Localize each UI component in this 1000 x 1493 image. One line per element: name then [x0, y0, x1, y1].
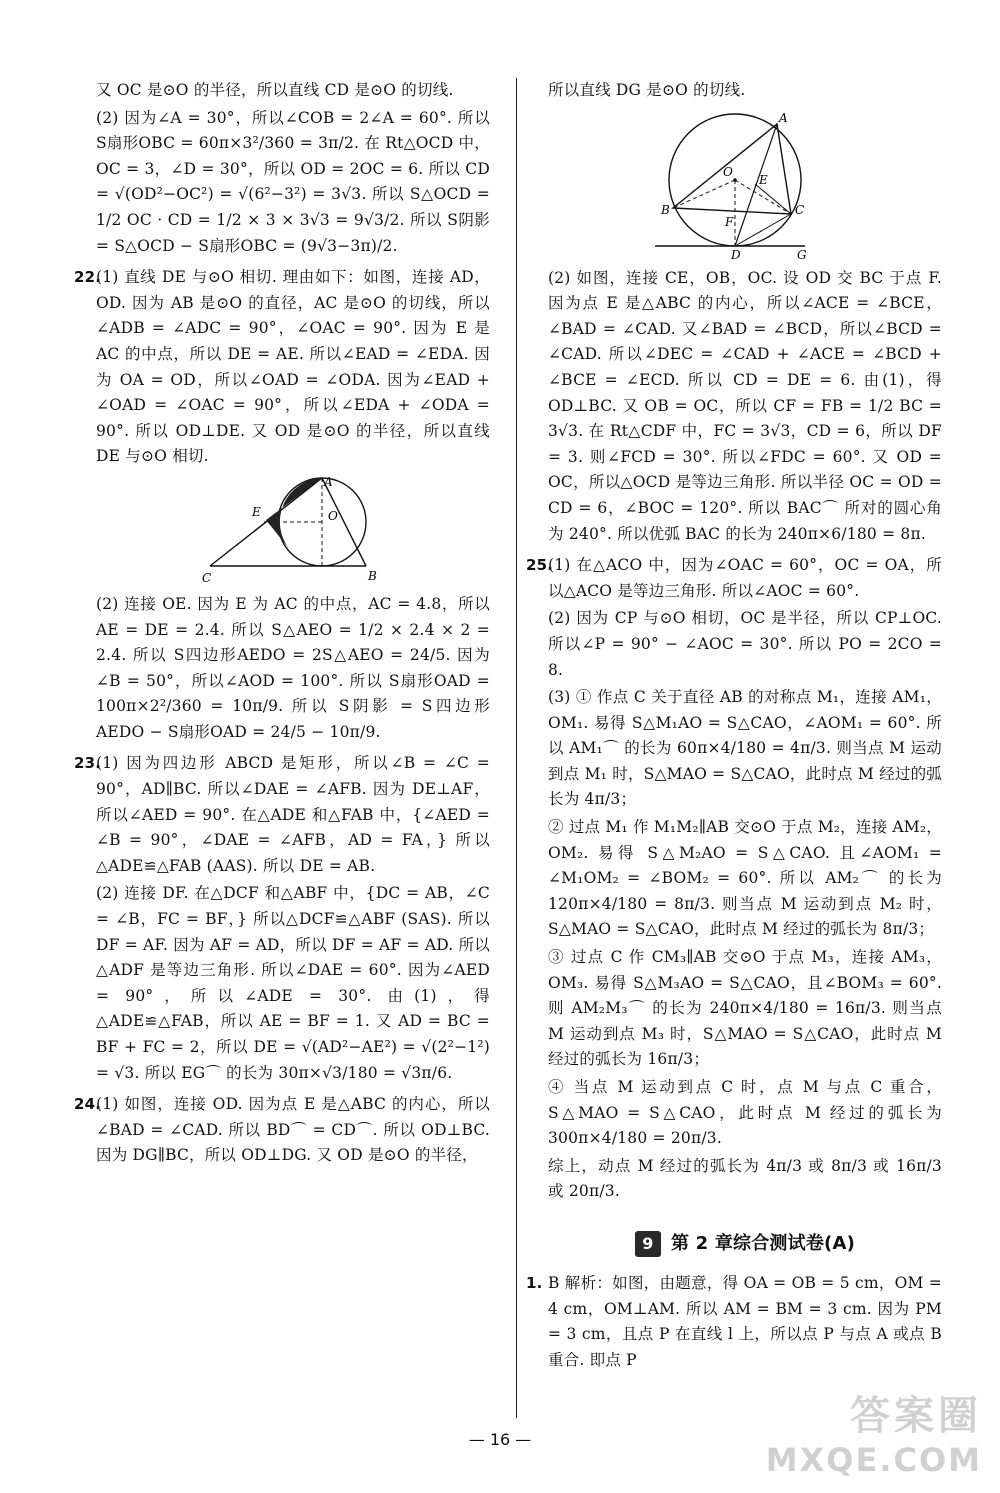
- answer-part-1: (1) 如图，连接 OD. 因为点 E 是△ABC 的内心，所以∠BAD = ∠CAD. 所以 BD⌒ = CD⌒. 所以 OD⊥BC. 因为 DG∥BC，所以 OD⊥DG. 又 OD 是⊙O 的半径，: [96, 1095, 490, 1165]
- label-e: E: [759, 172, 768, 187]
- answer-part-2: (2) 连接 OE. 因为 E 为 AC 的中点，AC = 4.8，所以 AE = DE = 2.4. 所以 S△AEO = 1/2 × 2.4 × 2 = 2.4. 所以 S四边形AEDO = 2S△AEO = 24/5. 因为∠B = 50°，所以∠AOD = 100°. 所以 S扇形OAD = 100π×2²/360 = 10π/9. 所以 S阴影 = S四边形AEDO − S扇形OAD = 24/5 − 10π/9.: [96, 594, 490, 741]
- watermark-line-1: 答案圈: [850, 1393, 982, 1439]
- label-g: G: [797, 247, 807, 260]
- answer-part-2: (2) 如图，连接 CE，OB，OC. 设 OD 交 BC 于点 F. 因为点 E 是△ABC 的内心，所以∠ACE = ∠BCE，∠BAD = ∠CAD. 又∠BAD = ∠BCD，所以∠BCD = ∠CAD. 所以∠DEC = ∠CAD + ∠ACE = ∠BCD + ∠BCE = ∠ECD. 所以 CD = DE = 6. 由(1)，得 OD⊥BC. 又 OB = OC，所以 CF = FB = 1/2 BC = 3√3. 在 Rt△CDF 中，FC = 3√3，CD = 6，所以 DF = 3. 则∠FCD = 30°. 所以∠FDC = 60°. 又 OD = OC，所以△OCD 是等边三角形. 所以半径 OC = OD = CD = 6，∠BOC = 120°. 所以 BAC⌒ 所对的圆心角为 240°. 所以优弧 BAC 的长为 240π×6/180 = 8π.: [548, 268, 942, 543]
- column-divider: [516, 78, 517, 1418]
- answer-part-3-3: ③ 过点 C 作 CM₃∥AB 交⊙O 于点 M₃，连接 AM₃，OM₃. 易得 S△M₃AO = S△CAO，且∠BOM₃ = 60°. 则 AM₂M₃⌒ 的长为 240π×4/180 = 16π/3. 则当点 M 运动到点 M₃ 时，S△MAO = S△CAO，此时点 M 经过的弧长为 16π/3；: [548, 948, 942, 1069]
- label-b: B: [368, 568, 378, 583]
- answer-part-2: (2) 因为 CP 与⊙O 相切，OC 是半径，所以 CP⊥OC. 所以∠P = 90° − ∠AOC = 30°. 所以 PO = 2CO = 8.: [548, 609, 942, 679]
- section-heading: [548, 1231, 942, 1257]
- label-c: C: [795, 202, 805, 217]
- question-number: 22.: [74, 268, 102, 287]
- point-o: [733, 178, 737, 182]
- line-ce: [755, 184, 791, 214]
- page-number: — 16 —: [468, 1430, 532, 1449]
- question-1: [526, 1271, 942, 1373]
- paragraph: 所以直线 DG 是⊙O 的切线.: [548, 81, 746, 99]
- label-d: D: [731, 247, 741, 260]
- question-number: 25.: [526, 556, 554, 575]
- answer-summary: 综上，动点 M 经过的弧长为 4π/3 或 8π/3 或 16π/3 或 20π/3.: [548, 1156, 942, 1201]
- question-25: [526, 553, 942, 1205]
- answer-part-1: (1) 因为四边形 ABCD 是矩形，所以∠B = ∠C = 90°，AD∥BC. 所以∠DAE = ∠AFB. 因为 DE⊥AF，所以∠AED = 90°. 在△ADE 和△FAB 中，{∠AED = ∠B = 90°，∠DAE = ∠AFB，AD = FA，} 所以△ADE≌△FAB (AAS). 所以 DE = AB.: [96, 754, 490, 875]
- label-c: C: [202, 570, 212, 585]
- question-22: [74, 265, 490, 745]
- label-a: A: [324, 475, 333, 489]
- left-column: [74, 78, 490, 1171]
- section-title: 第 2 章综合测试卷(A): [670, 1233, 856, 1255]
- watermark-line-2: MXQE.COM: [765, 1441, 982, 1479]
- paragraph: (2) 因为∠A = 30°，所以∠COB = 2∠A = 60°. 所以 S扇形OBC = 60π×3²/360 = 3π/2. 在 Rt△OCD 中，OC = 3，∠D = 30°，所以 OD = 2OC = 6. 所以 CD = √(OD²−OC²) = √(6²−3²) = 3√3. 所以 S△OCD = 1/2 OC · CD = 1/2 × 3 × 3√3 = 9√3/2. 所以 S阴影 = S△OCD − S扇形OBC = (9√3−3π)/2.: [96, 108, 490, 255]
- answer-part-1: (1) 直线 DE 与⊙O 相切. 理由如下：如图，连接 AD，OD. 因为 AB 是⊙O 的直径，AC 是⊙O 的切线，所以∠ADB = ∠ADC = 90°，∠OAC = 90°. 因为 E 是 AC 的中点，所以 DE = AE. 所以∠EAD = ∠EDA. 因为 OA = OD，所以∠OAD = ∠ODA. 因为∠EAD + ∠OAD = ∠OAC = 90°，所以∠EDA + ∠ODA = 90°. 所以 OD⊥DE. 又 OD 是⊙O 的半径，所以直线 DE 与⊙O 相切.: [96, 268, 490, 466]
- question-number: 1.: [526, 1273, 543, 1292]
- question-number: 24.: [74, 1095, 102, 1114]
- label-a: A: [779, 110, 788, 125]
- question-23: [74, 751, 490, 1086]
- answer-text: B 解析：如图，由题意，得 OA = OB = 5 cm，OM = 4 cm，OM⊥AM. 所以 AM = BM = 3 cm. 因为 PM = 3 cm，且点 P 在直线 l 上，所以点 P 与点 A 或点 B 重合. 即点 P: [548, 1273, 942, 1369]
- section-badge: 9: [635, 1231, 661, 1257]
- line-dc: [735, 214, 791, 246]
- label-f: F: [725, 214, 734, 229]
- question-number: 23.: [74, 754, 102, 773]
- geometry-figure-24: [655, 110, 835, 260]
- right-column: [526, 78, 942, 1375]
- line-ob: [673, 180, 735, 208]
- label-o: O: [723, 164, 734, 179]
- paragraph: 又 OC 是⊙O 的半径，所以直线 CD 是⊙O 的切线.: [96, 81, 454, 99]
- label-o: O: [328, 508, 339, 523]
- answer-part-2: (2) 连接 DF. 在△DCF 和△ABF 中，{DC = AB，∠C = ∠B，FC = BF，} 所以△DCF≌△ABF (SAS). 所以 DF = AF. 因为 AF = AD，所以 DF = AF = AD. 所以△ADF 是等边三角形. 所以∠DAE = 60°. 因为∠AED = 90°，所以∠ADE = 30°. 由(1)，得△ADE≌△FAB，所以 AE = BF = 1. 又 AD = BC = BF + FC = 2，所以 DE = √(AD²−AE²) = √(2²−1²) = √3. 所以 EG⌒ 的长为 30π×√3/180 = √3π/6.: [96, 884, 490, 1082]
- answer-part-1: (1) 在△ACO 中，因为∠OAC = 60°，OC = OA，所以△ACO 是等边三角形. 所以∠AOC = 60°.: [548, 556, 942, 600]
- label-b: B: [661, 202, 671, 217]
- answer-part-3-2: ② 过点 M₁ 作 M₁M₂∥AB 交⊙O 于点 M₂，连接 AM₂，OM₂. 易得 S△M₂AO = S△CAO. 且∠AOM₁ = ∠M₁OM₂ = ∠BOM₂ = 60°. 所以 AM₂⌒ 的长为 120π×4/180 = 8π/3. 则当点 M 运动到点 M₂ 时，S△MAO = S△CAO，此时点 M 经过的弧长为 8π/3；: [548, 818, 942, 939]
- geometry-figure-22: [198, 476, 388, 586]
- watermark: [766, 1384, 982, 1479]
- question-24: [74, 1092, 490, 1169]
- answer-part-3-4: ④ 当点 M 运动到点 C 时，点 M 与点 C 重合，S△MAO = S△CAO，此时点 M 经过的弧长为 300π×4/180 = 20π/3.: [548, 1078, 942, 1148]
- label-e: E: [252, 504, 261, 519]
- answer-part-3-1: (3) ① 作点 C 关于直径 AB 的对称点 M₁，连接 AM₁，OM₁. 易得 S△M₁AO = S△CAO，∠AOM₁ = 60°. 所以 AM₁⌒ 的长为 60π×4/180 = 4π/3. 则当点 M 运动到点 M₁ 时，S△MAO = S△CAO，此时点 M 经过的弧长为 4π/3；: [548, 688, 942, 809]
